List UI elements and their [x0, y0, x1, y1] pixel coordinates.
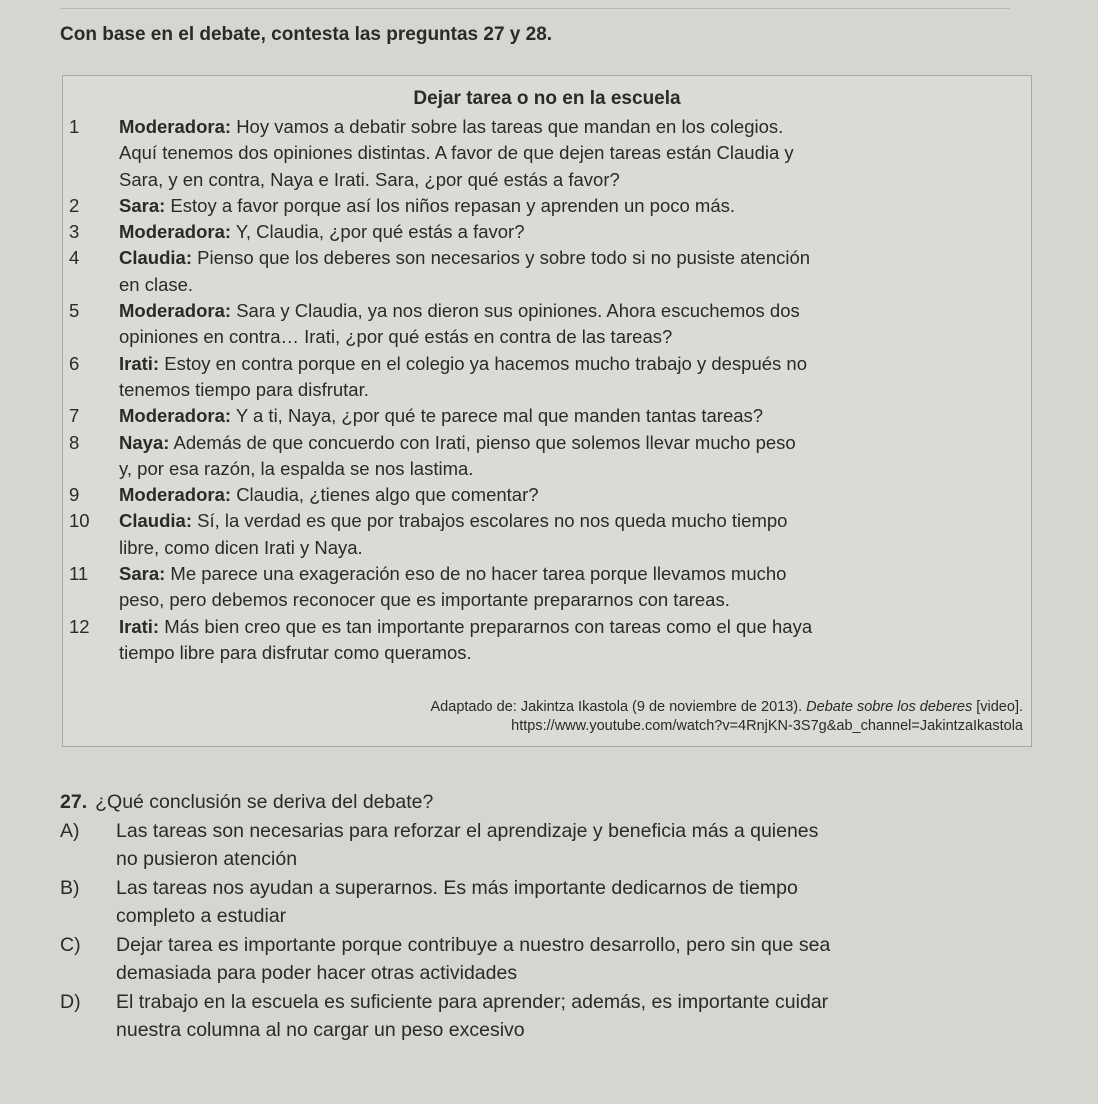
turn-text: opiniones en contra… Irati, ¿por qué estás en contra de las tareas?: [119, 326, 673, 348]
turn-text: Y a ti, Naya, ¿por qué te parece mal que manden tantas tareas?: [235, 405, 764, 427]
turn-text: Sara, y en contra, Naya e Irati. Sara, ¿por qué estás a favor?: [119, 168, 620, 190]
debate-turn: [69, 245, 1025, 298]
speaker: Moderadora:: [119, 221, 232, 243]
source-citation: [431, 698, 1023, 736]
turn-line: [119, 614, 1025, 640]
turn-line: [119, 640, 1025, 666]
debate-title: Dejar tarea o no en la escuela: [413, 88, 681, 109]
turn-line: [119, 298, 1025, 324]
turn-text: Además de que concuerdo con Irati, pienso que solemos llevar mucho peso: [173, 431, 796, 453]
turn-body: [119, 114, 1025, 193]
turn-line: [119, 167, 1025, 193]
line-number: 1: [69, 116, 80, 137]
option-line: El trabajo en la escuela es suficiente para aprender; además, es importante cuidar: [116, 990, 829, 1013]
option-letter: B): [60, 876, 80, 899]
turn-text: Me parece una exageración eso de no hacer tarea porque llevamos mucho: [170, 563, 787, 585]
turn-line: [119, 114, 1025, 140]
turn-line: [119, 508, 1025, 534]
turn-text: Sí, la verdad es que por trabajos escolares no nos queda mucho tiempo: [197, 510, 788, 532]
turn-line: [119, 587, 1025, 613]
turn-text: Sara y Claudia, ya nos dieron sus opiniones. Ahora escuchemos dos: [236, 300, 800, 322]
turn-line: [119, 140, 1025, 166]
debate-turn: [69, 482, 1025, 508]
turn-line: [119, 272, 1025, 298]
option-line: Dejar tarea es importante porque contribuye a nuestro desarrollo, pero sin que sea: [116, 933, 831, 956]
speaker: Sara:: [119, 194, 166, 216]
turn-text: tiempo libre para disfrutar como queramos.: [119, 641, 472, 663]
line-number: 12: [69, 615, 90, 637]
line-number: 9: [69, 484, 80, 506]
option-c: [60, 931, 1058, 988]
source-prefix: Adaptado de: Jakintza Ikastola (9 de noviembre de 2013).: [430, 699, 807, 715]
turn-text: Más bien creo que es tan importante prepararnos con tareas como el que haya: [164, 615, 813, 637]
turn-text: Aquí tenemos dos opiniones distintas. A favor de que dejen tareas están Claudia y: [119, 142, 794, 164]
debate-turn: [69, 561, 1025, 614]
option-line: Las tareas son necesarias para reforzar el aprendizaje y beneficia más a quienes: [116, 819, 819, 842]
debate-turn: [69, 403, 1025, 429]
turn-body: [119, 482, 1025, 508]
source-suffix: [video].: [972, 699, 1023, 715]
debate-box: [62, 75, 1032, 747]
turn-body: [119, 403, 1025, 429]
turn-line: [119, 535, 1025, 561]
question-text: ¿Qué conclusión se deriva del debate?: [95, 791, 434, 813]
option-line: demasiada para poder hacer otras actividades: [116, 962, 518, 984]
option-a: [60, 817, 1058, 874]
debate-turn: [69, 298, 1025, 351]
line-number: 6: [69, 352, 80, 374]
line-number: 3: [69, 221, 80, 243]
turn-body: [119, 351, 1025, 404]
speaker: Claudia:: [119, 247, 192, 269]
speaker: Irati:: [119, 352, 160, 374]
turn-text: Y, Claudia, ¿por qué estás a favor?: [235, 221, 525, 243]
turn-body: [119, 298, 1025, 351]
option-letter: A): [60, 819, 80, 842]
line-number: 7: [69, 405, 80, 427]
debate-turn: [69, 219, 1025, 245]
line-number: 4: [69, 247, 80, 269]
question-27: [60, 788, 1058, 1045]
turn-body: [119, 508, 1025, 561]
turn-line: [119, 324, 1025, 350]
debate-turn: [69, 114, 1025, 193]
turn-text: Estoy en contra porque en el colegio ya hacemos mucho trabajo y después no: [164, 352, 807, 374]
question-number: 27.: [60, 791, 88, 813]
turn-line: [119, 561, 1025, 587]
turn-body: [119, 430, 1025, 483]
turn-line: [119, 193, 1025, 219]
speaker: Moderadora:: [119, 116, 232, 137]
turn-body: [119, 614, 1025, 667]
divider: [60, 8, 1010, 9]
line-number: 5: [69, 300, 80, 322]
turn-line: [119, 351, 1025, 377]
turn-body: [119, 193, 1025, 219]
turn-body: [119, 219, 1025, 245]
turn-body: [119, 561, 1025, 614]
options: [60, 817, 1058, 1045]
speaker: Irati:: [119, 615, 160, 637]
instruction: Con base en el debate, contesta las preguntas 27 y 28.: [60, 24, 553, 45]
turn-line: [119, 430, 1025, 456]
debate-turn: [69, 508, 1025, 561]
debate-turn: [69, 430, 1025, 483]
line-number: 2: [69, 194, 80, 216]
speaker: Moderadora:: [119, 484, 232, 506]
turn-line: [119, 377, 1025, 403]
option-line: no pusieron atención: [116, 848, 298, 870]
turn-line: [119, 245, 1025, 271]
speaker: Moderadora:: [119, 405, 232, 427]
option-letter: C): [60, 933, 81, 956]
turn-text: Estoy a favor porque así los niños repasan y aprenden un poco más.: [170, 194, 736, 216]
debate-turn: [69, 351, 1025, 404]
turn-text: libre, como dicen Irati y Naya.: [119, 536, 363, 558]
line-number: 10: [69, 510, 90, 532]
turn-text: Claudia, ¿tienes algo que comentar?: [236, 484, 539, 506]
turn-text: Hoy vamos a debatir sobre las tareas que mandan en los colegios.: [236, 116, 784, 137]
source-url: https://www.youtube.com/watch?v=4RnjKN-3S7g&ab_channel=JakintzaIkastola: [511, 718, 1023, 734]
option-line: Las tareas nos ayudan a superarnos. Es más importante dedicarnos de tiempo: [116, 876, 798, 899]
debate-turns: [69, 114, 1025, 666]
speaker: Claudia:: [119, 510, 192, 532]
line-number: 11: [69, 563, 89, 585]
speaker: Moderadora:: [119, 300, 232, 322]
turn-text: y, por esa razón, la espalda se nos lastima.: [119, 457, 474, 479]
option-letter: D): [60, 990, 81, 1013]
option-d: [60, 988, 1058, 1045]
turn-line: [119, 403, 1025, 429]
source-title: Debate sobre los deberes: [806, 699, 973, 715]
speaker: Naya:: [119, 431, 170, 453]
turn-line: [119, 482, 1025, 508]
option-line: nuestra columna al no cargar un peso excesivo: [116, 1019, 525, 1041]
option-line: completo a estudiar: [116, 905, 287, 927]
speaker: Sara:: [119, 563, 166, 585]
turn-text: peso, pero debemos reconocer que es importante prepararnos con tareas.: [119, 589, 730, 611]
debate-turn: [69, 614, 1025, 667]
line-number: 8: [69, 431, 80, 453]
turn-text: tenemos tiempo para disfrutar.: [119, 378, 369, 400]
option-b: [60, 874, 1058, 931]
turn-text: Pienso que los deberes son necesarios y sobre todo si no pusiste atención: [197, 247, 811, 269]
turn-line: [119, 456, 1025, 482]
turn-text: en clase.: [119, 273, 194, 295]
turn-line: [119, 219, 1025, 245]
debate-turn: [69, 193, 1025, 219]
turn-body: [119, 245, 1025, 298]
